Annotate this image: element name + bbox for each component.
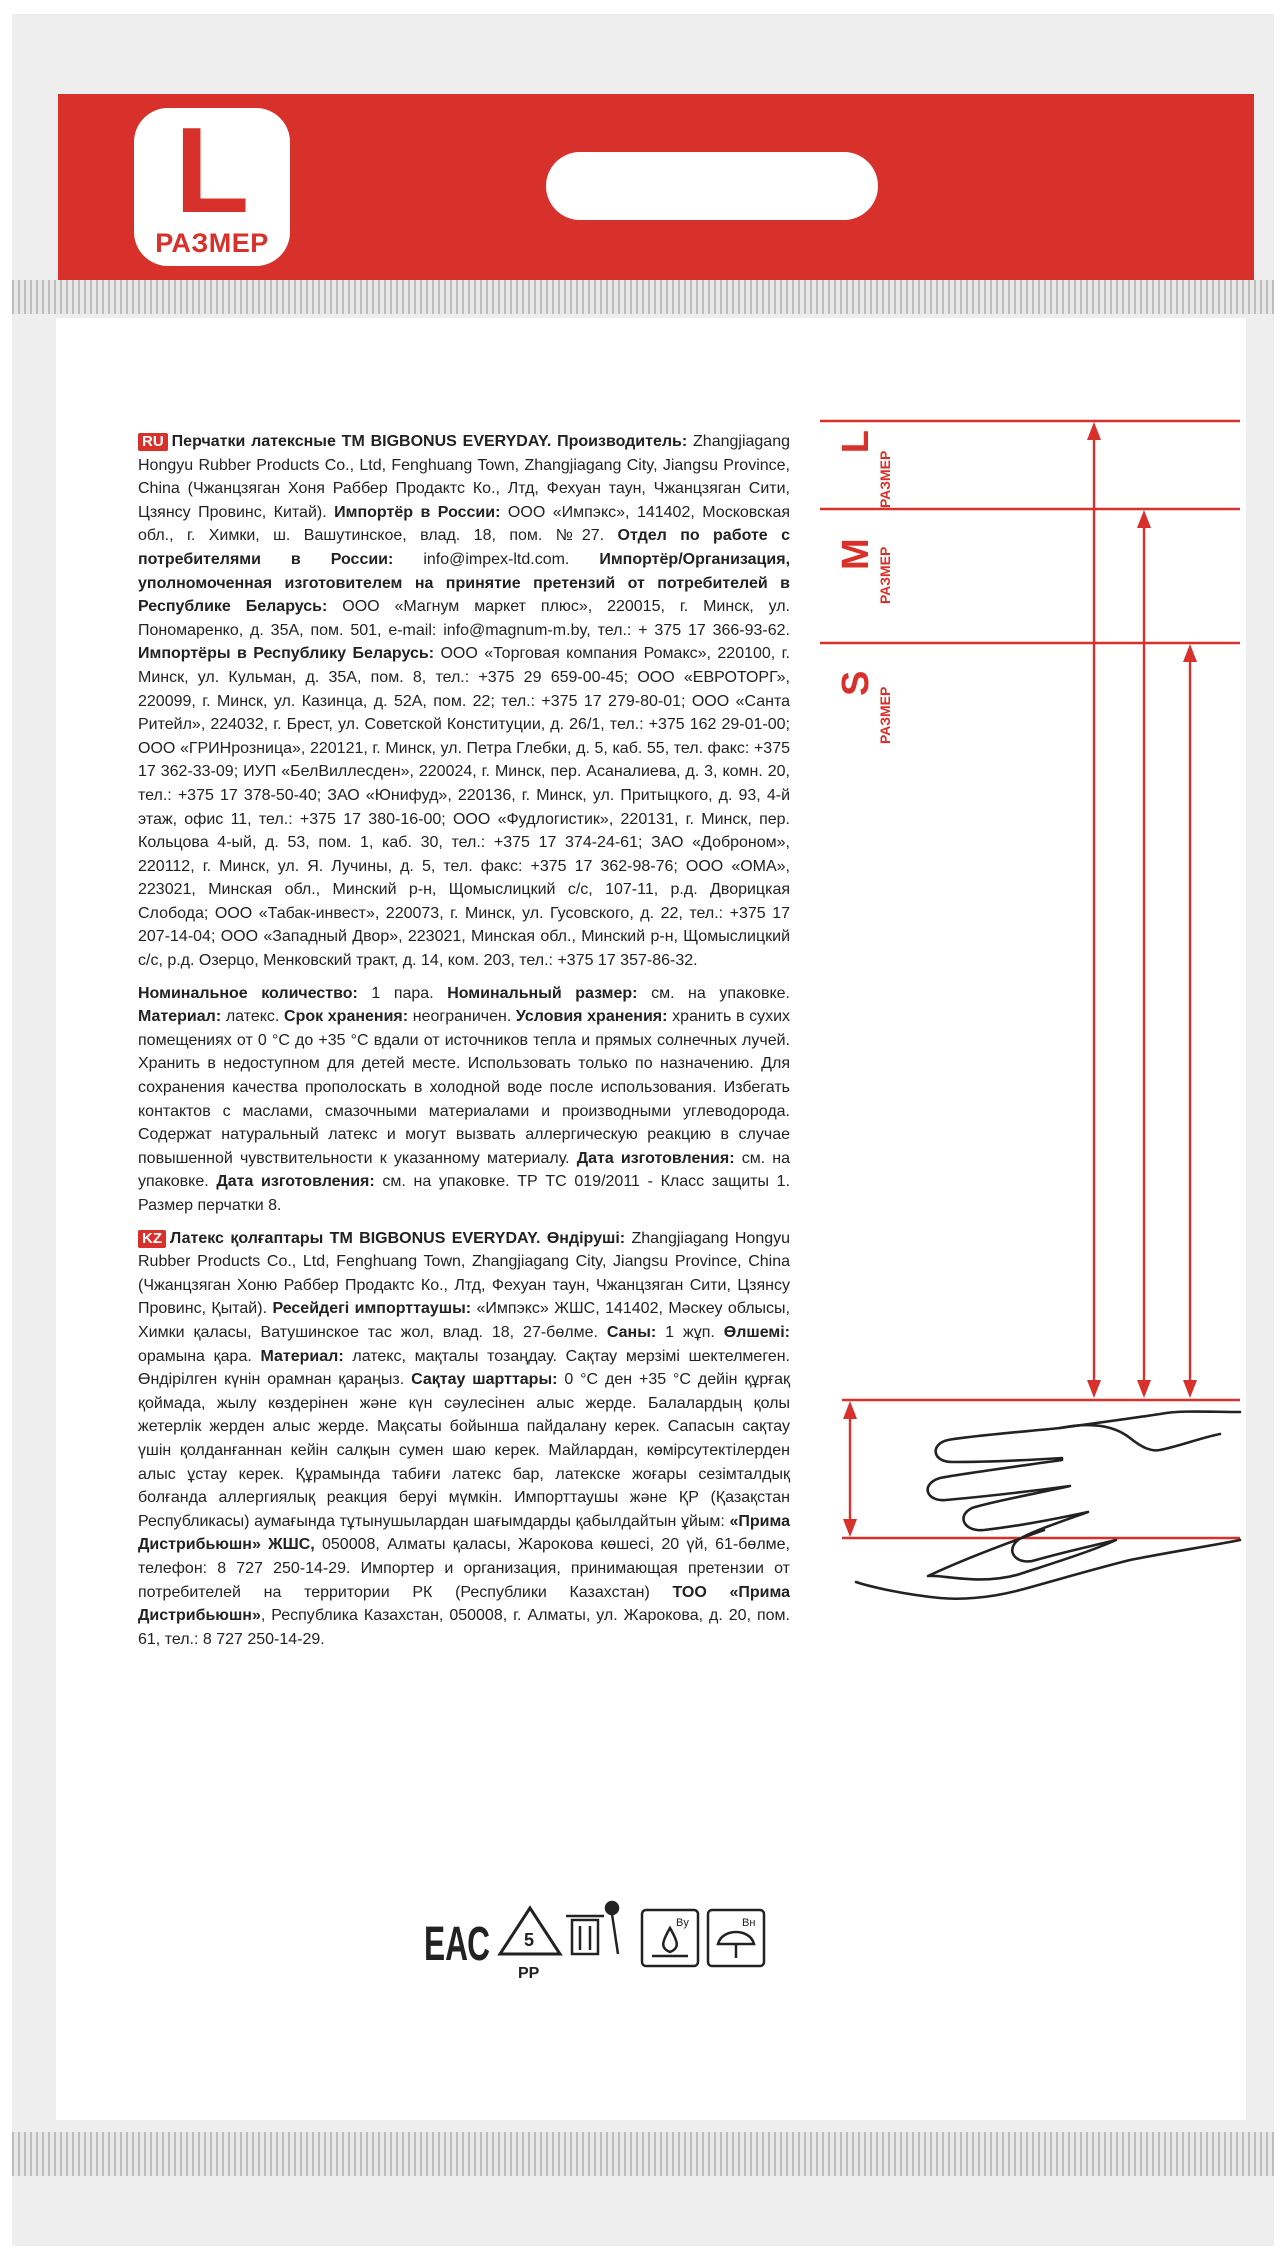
text-run: , Республика Казахстан, 050008, г. Алматы, ул. Жарокова, д. 20, пом. 61, тел.: 8 727 250-14-29. — [138, 1607, 790, 1648]
hang-hole — [546, 152, 878, 220]
text-run: ООО «Магнум маркет плюс», 220015, г. Минск, ул. Пономаренко, д. 35А, пом. 501, e-mail: info@magnum-m.by, тел.: + 375 17 366-93-62. — [138, 598, 790, 639]
text-run: Zhangjiagang Hongyu Rubber Products Co., Ltd, Fenghuang Town, Zhangjiagang City, Jiangsu Province, China (Чжанцзяган Хоню Раббер Продактс Ко., Лтд, Фехуан таун, Чжанцзяган Сити, Цзянсу Провинс, Қытай). — [138, 1229, 791, 1318]
text-run: Импортёр/Организация, уполномоченная изготовителем на принятие претензий от потребителей в Республике Беларусь: — [138, 550, 791, 616]
text-run: «Прима Дистрибьюшн» ЖШС, — [138, 1512, 790, 1554]
text-run: ООО «Импэкс», 141402, Московская обл., г. Химки, ш. Вашутинское, влад. 18, пом. №27. — [138, 503, 791, 545]
text-run: Саны: — [606, 1323, 666, 1341]
package — [12, 14, 1274, 2246]
humidity-label: Bу — [676, 1917, 689, 1929]
text-run: хранить в сухих помещениях от 0 °С до +35 °С вдали от источников тепла и прямых солнечных лучей. Хранить в недоступном для детей месте. Использовать только по назначению. Для сохранения качества прополоскать в холодной воде после использования. Избегать контактов с маслами, смазочными материалами и производными углеводорода. Содержат натуральный латекс и могут вызвать аллергическую реакцию в случае повышенной чувствительности к указанному материалу. — [138, 1008, 791, 1167]
bottom-seal — [12, 2132, 1274, 2176]
text-run: Перчатки латексные ТМ BIGBONUS EVERYDAY. Производитель: — [171, 433, 694, 450]
text-run: Сақтау шарттары: — [411, 1371, 565, 1389]
text-column — [138, 430, 790, 1660]
text-run: Материал: — [260, 1347, 353, 1365]
text-run: см. на упаковке. — [138, 1149, 791, 1191]
text-run: Дата изготовления: — [216, 1173, 383, 1191]
scale-label-m-word: РАЗМЕР — [877, 546, 893, 604]
text-run: 1 пара. — [371, 984, 448, 1002]
recycle-number: 5 — [524, 1930, 535, 1950]
text-run: латекс, мақталы тозаңдау. Сақтау мерзімі шектелмеген. Өндірілген күнін орамнан қараңыз. — [138, 1347, 790, 1389]
size-badge — [134, 102, 290, 266]
recycle-material: PP — [518, 1965, 540, 1982]
scale-label-l-word: РАЗМЕР — [877, 450, 893, 508]
scale-label-m-letter: M — [835, 538, 877, 570]
text-run: Латекс қолғаптары ТМ BIGBONUS EVERYDAY. Өндіруші: — [170, 1229, 632, 1247]
text-run: Ресейдегі импорттаушы: — [272, 1300, 477, 1318]
kz-tag: KZ — [138, 1230, 166, 1248]
header-band — [58, 94, 1254, 282]
text-run: Өлшемі: — [723, 1323, 791, 1341]
ru-paragraph-2 — [138, 982, 790, 1218]
scale-label-s-letter: S — [835, 670, 877, 696]
text-run: Условия хранения: — [515, 1008, 673, 1026]
text-run: Импортёр в России: — [334, 503, 508, 521]
text-run: Номинальное количество: — [138, 984, 372, 1002]
text-run: 0 °С ден +35 °С дейін құрғақ қоймада, жылу көздерінен және күн сәулесінен алыс жерде. Балалардың қолы жетерлік жерден алыс жерде. Мақсаты бойынша пайдалану керек. Сапасын сақтау үшін қолданғаннан кейін салқын сумен шаю керек. Майлардан, көмірсутектілерден алыс ұстау керек. Құрамында табиғи латекс бар, латекске жоғары сезімталдық болғанда аллергиялық реакция беруі мүмкін. Импорттаушы және ҚР (Қазақстан Республикасы) аумағында тұтынушылардан шағымдарды қабылдайтын ұйым: — [138, 1371, 790, 1530]
top-seal — [12, 280, 1274, 314]
text-run: орамына қара. — [138, 1347, 261, 1365]
text-run: Срок хранения: — [284, 1008, 413, 1026]
text-run: Zhangjiagang Hongyu Rubber Products Co., Ltd, Fenghuang Town, Zhangjiagang City, Jiangsu Province, China (Чжанцзяган Хоня Раббер Продактс Ко., Лтд, Фехуан таун, Чжанцзяган Сити, Цзянсу Провинс, Китай). — [138, 433, 790, 521]
text-run: Материал: — [138, 1008, 226, 1026]
size-word: РАЗМЕР — [155, 228, 269, 258]
umbrella-label: Bн — [742, 1917, 756, 1929]
scale-label-s-word: РАЗМЕР — [877, 686, 893, 744]
eac-mark: ЕАС — [424, 1918, 490, 1971]
text-run: см. на упаковке. ТР ТС 019/2011 - Класс защиты 1. Размер перчатки 8. — [138, 1173, 791, 1214]
text-run: «Импэкс» ЖШС, 141402, Мәскеу облысы, Химки қаласы, Ватушинское тас жол, влад. 18, 27-бөлме. — [138, 1300, 790, 1341]
text-run: Номинальный размер: — [447, 984, 652, 1002]
ru-paragraph-1 — [138, 430, 790, 973]
kz-paragraph-1 — [138, 1227, 790, 1652]
text-run: Отдел по работе с потребителями в России: — [138, 527, 790, 568]
text-run: см. на упаковке. — [651, 984, 790, 1002]
text-run: латекс. — [225, 1008, 285, 1026]
scale-label-l-letter: L — [835, 430, 877, 454]
text-run: ООО «Торговая компания Ромакс», 220100, г. Минск, ул. Кульман, д. 35А, пом. 8, тел.: +375 29 659-00-45; ООО «ЕВРОТОРГ», 220099, г. Минск, ул. Казинца, д. 52А, пом. 22; тел.: +375 17 279-80-01; ООО «Санта Ритейл», 224032, г. Брест, ул. Советской Конституции, д. 26/1, тел.: +375 162 29-01-00; ООО «ГРИНрозница», 220121, г. Минск, ул. Петра Глебки, д. 5, каб. 55, тел. факс: +375 17 362-33-09; ИУП «БелВиллесден», 220024, г. Минск, пер. Асаналиева, д. 3, комн. 20, тел.: +375 17 378-50-40; ЗАО «Юнифуд», 220136, г. Минск, ул. Притыцкого, д. 93, 4-й этаж, офис 11, тел.: +375 17 380-16-00; ООО «Фудлогистик», 220131, г. Минск, пер. Кольцова 4-ый, д. 53, пом. 1, каб. 30, тел.: +375 17 374-24-61; ЗАО «Доброном», 220112, г. Минск, ул. Я. Лучины, д. 5, тел. факс: +375 17 362-98-76; ООО «ОМА», 223021, Минская обл., Минский р-н, Щомыслицкий с/с, 107-11, р.д. Дворицкая Слобода; ООО «Табак-инвест», 220073, г. Минск, ул. Гусовского, д. 22, тел.: +375 17 207-14-04; ООО «Западный Двор», 223021, Минская обл., Минский р-н, Щомыслицкий с/с, р.д. Озерцо, Менковский тракт, д. 14, ком. 203, тел.: +375 17 357-86-32. — [138, 645, 791, 970]
ru-p1-body — [138, 433, 790, 969]
text-run: Импортёры в Республику Беларусь: — [138, 645, 441, 663]
text-run: ТОО «Прима Дистрибьюшн» — [138, 1583, 790, 1625]
kz-p1-body — [138, 1230, 790, 1648]
text-run: info@impex-ltd.com. — [423, 550, 600, 568]
text-run: Дата изготовления: — [576, 1149, 742, 1167]
text-run: 050008, Алматы қаласы, Жарокова көшесі, 20 үй, 61-бөлме, телефон: 8 727 250-14-29. Импортер и организация, принимающая претензии от потребителей на территории РК (Республики Казахстан) — [138, 1536, 790, 1601]
info-panel — [56, 318, 1246, 2120]
ru-tag: RU — [138, 433, 168, 451]
text-run: неограничен. — [412, 1008, 516, 1026]
size-letter: L — [174, 102, 250, 238]
text-run: 1 жұп. — [665, 1323, 724, 1341]
